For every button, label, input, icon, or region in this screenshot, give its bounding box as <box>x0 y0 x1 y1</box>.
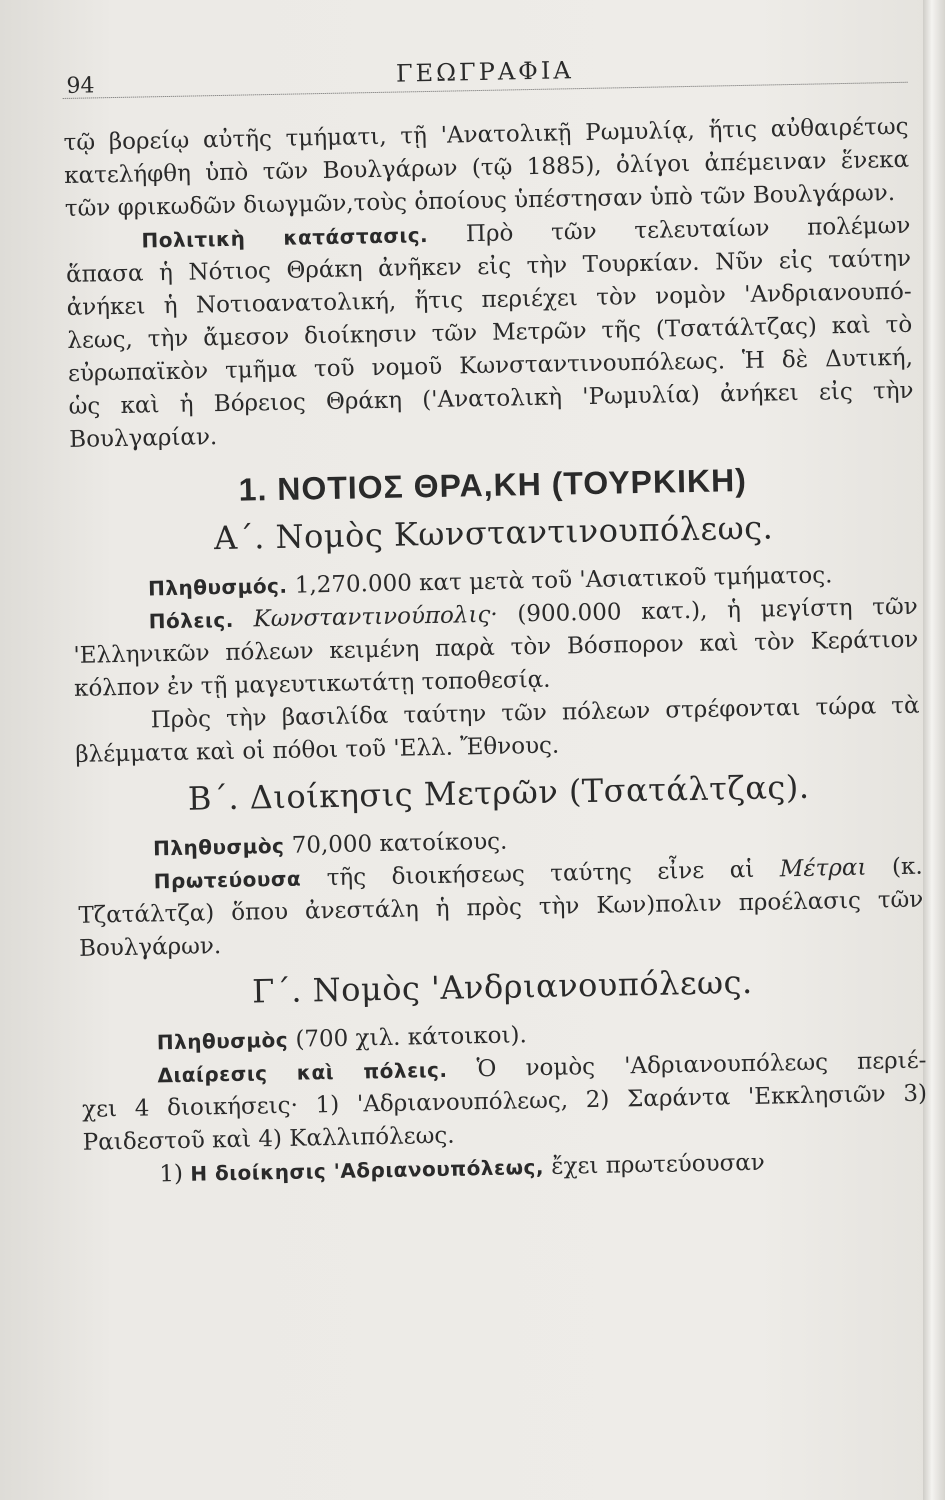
text-line: ἀνήκει ἡ Νοτιοανατολική, ἥτις περιέχει τὸν νομὸν 'Ανδριανουπό- <box>66 278 912 321</box>
text-line: Πρὸς τὴν βασιλίδα ταύτην τῶν πόλεων στρέφονται τώρα τὰ <box>150 692 920 734</box>
intro-paragraph <box>63 111 910 226</box>
text-line: Βουλγάρων. <box>78 933 222 962</box>
text-line: 'Ελληνικῶν πόλεων κειμένη παρὰ τὸν Βόσπορον καὶ τὸν Κεράτιον <box>73 626 919 669</box>
subsection-title-metrai: Β΄. Διοίκησις Μετρῶν (Τσατάλτζας). <box>187 767 810 818</box>
cities-label: Πόλεις. <box>148 607 235 634</box>
text-line: λεως, τὴν ἄμεσον διοίκησιν τῶν Μετρῶν τῆς (Τσατάλτζας) καὶ τὸ <box>67 311 913 354</box>
text-line: τῶν φρικωδῶν διωγμῶν,τοὺς ὁποίους ὑπέστησαν ὑπὸ τῶν Βουλγάρων. <box>64 180 896 222</box>
capital-label: Πρωτεύουσα <box>153 866 302 894</box>
text-line: Πολιτικὴ κατάστασις. Πρὸ τῶν τελευταίων πολέμων <box>141 212 911 253</box>
political-status-paragraph <box>65 210 914 457</box>
text-line: βλέμματα καὶ οἱ πόθοι τοῦ 'Ελλ. Ἔθνους. <box>75 732 560 768</box>
text-line: ἅπασα ἡ Νότιος Θράκη ἀνῆκεν εἰς τὴν Τουρκίαν. Νῦν εἰς ταύτην <box>65 245 912 288</box>
text-line: τῷ βορείῳ αὐτῆς τμήματι, τῇ 'Ανατολικῇ Ρωμυλίᾳ, ἥτις αὐθαιρέτως <box>63 113 909 156</box>
running-title: ΓΕΩΓΡΑΦΙΑ <box>395 56 574 88</box>
population-label: Πληθυσμὸς <box>156 1027 289 1055</box>
text-line: κόλπον ἐν τῇ μαγευτικωτάτῃ τοποθεσίᾳ. <box>73 666 551 702</box>
subsection-title-adrianople: Γ΄. Νομὸς 'Ανδριανουπόλεως. <box>251 962 753 1011</box>
text-line: Πρωτεύουσα τῆς διοικήσεως ταύτης εἶνε αἱ Μέτραι (κ. <box>153 853 923 894</box>
divisions-label: Διαίρεσις καὶ πόλεις. <box>157 1057 448 1088</box>
city-name: Κωνσταντινούπολις· <box>253 601 498 633</box>
population-label: Πληθυσμὸς <box>152 833 285 861</box>
text-line: Ραιδεστοῦ καὶ 4) Καλλιπόλεως. <box>82 1122 455 1156</box>
item-label: Η διοίκησις 'Αδριανουπόλεως, <box>190 1154 545 1186</box>
section-title: 1. ΝΟΤΙΟΣ ΘΡΑ,ΚΗ (ΤΟΥΡΚΙΚΗ) <box>238 461 748 508</box>
text-line: ὡς καὶ ἡ Βόρειος Θράκη ('Ανατολικὴ 'Ρωμυλία) ἀνήκει εἰς τὴν <box>68 377 914 420</box>
subsection-title-constantinople: Α΄. Νομὸς Κωνσταντινουπόλεως. <box>213 508 774 558</box>
adrianople-divisions <box>81 1045 928 1160</box>
text-line: Πόλεις. Κωνσταντινούπολις· (900.000 κατ.), ἡ μεγίστη τῶν <box>148 593 918 634</box>
population-label: Πληθυσμός. <box>147 573 288 601</box>
text-line: χει 4 διοικήσεις· 1) 'Αδριανουπόλεως, 2) Σαράντα 'Εκκλησιῶν 3) <box>81 1080 928 1123</box>
item-number: 1) <box>159 1160 184 1188</box>
political-status-label: Πολιτικὴ κατάστασις. <box>141 223 429 253</box>
constantinople-cities <box>73 591 920 706</box>
text-line: Τζατάλτζα) ὅπου ἀνεστάλη ἡ πρὸς τὴν Κων)πολιν προέλασις τῶν <box>78 886 924 929</box>
book-page <box>62 44 929 1193</box>
page-number: 94 <box>66 73 95 99</box>
text-line: εὐρωπαϊκὸν τμῆμα τοῦ νομοῦ Κωνσταντινουπόλεως. Ἡ δὲ Δυτική, <box>67 344 914 387</box>
city-name: Μέτραι <box>779 854 867 883</box>
metrai-capital <box>77 851 924 966</box>
text-line: Πληθυσμὸς 70,000 κατοίκους. <box>152 828 508 861</box>
text-line: 1) Η διοίκησις 'Αδριανουπόλεως, ἔχει πρωτεύουσαν <box>159 1149 766 1188</box>
text-line: κατελήφθη ὑπὸ τῶν Βουλγάρων (τῷ 1885), ὀλίγοι ἀπέμειναν ἕνεκα <box>63 146 910 189</box>
text-line: Βουλγαρίαν. <box>69 424 218 453</box>
text-line: Διαίρεσις καὶ πόλεις. Ὁ νομὸς 'Αδριανουπόλεως περιέ- <box>157 1047 927 1088</box>
text-line: Πληθυσμός. 1,270.000 κατ μετὰ τοῦ 'Ασιατικοῦ τμήματος. <box>147 562 833 601</box>
text-line: Πληθυσμὸς (700 χιλ. κάτοικοι). <box>156 1022 528 1055</box>
book-binding-edge <box>923 0 945 1500</box>
